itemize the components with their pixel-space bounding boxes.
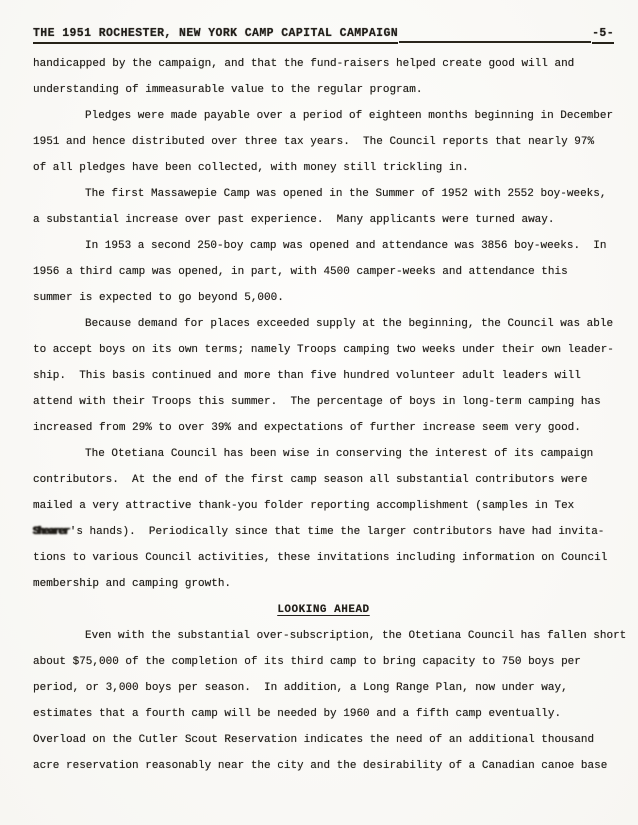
text-line: period, or 3,000 boys per season. In addition, a Long Range Plan, now under way,: [33, 682, 568, 694]
document-title: THE 1951 ROCHESTER, NEW YORK CAMP CAPITAL CAMPAIGN: [33, 27, 398, 44]
text-line: Pledges were made payable over a period of eighteen months beginning in December: [85, 110, 614, 122]
text-line: increased from 29% to over 39% and expectations of further increase seem very good.: [33, 422, 581, 434]
text-line: Shearer's hands). Periodically since that time the larger contributors have had invita-: [33, 526, 605, 538]
text-line: of all pledges have been collected, with money still trickling in.: [33, 162, 469, 174]
text-line: attend with their Troops this summer. The percentage of boys in long-term camping has: [33, 396, 601, 408]
text-line: contributors. At the end of the first camp season all substantial contributors were: [33, 474, 588, 486]
text-line: acre reservation reasonably near the city and the desirability of a Canadian canoe base: [33, 760, 608, 772]
text-line: Overload on the Cutler Scout Reservation indicates the need of an additional thousand: [33, 734, 595, 746]
text-line: ship. This basis continued and more than five hundred volunteer adult leaders will: [33, 370, 581, 382]
text-line: 1956 a third camp was opened, in part, with 4500 camper-weeks and attendance this: [33, 266, 568, 278]
text-line: summer is expected to go beyond 5,000.: [33, 292, 284, 304]
page-number: -5-: [592, 27, 614, 44]
text-line: understanding of immeasurable value to the regular program.: [33, 84, 423, 96]
text-line: handicapped by the campaign, and that the fund-raisers helped create good will and: [33, 58, 575, 70]
text-line: membership and camping growth.: [33, 578, 232, 590]
text-line: In 1953 a second 250-boy camp was opened and attendance was 3856 boy-weeks. In: [85, 240, 607, 252]
text-line: Because demand for places exceeded supply at the beginning, the Council was able: [85, 318, 614, 330]
overstruck-word: Shearer: [33, 526, 69, 538]
text-line: estimates that a fourth camp will be needed by 1960 and a fifth camp eventually.: [33, 708, 562, 720]
header-rule: [399, 41, 591, 43]
text-line: 1951 and hence distributed over three tax years. The Council reports that nearly 97%: [33, 136, 595, 148]
page-header: [33, 27, 614, 44]
text-line: to accept boys on its own terms; namely Troops camping two weeks under their own leader-: [33, 344, 614, 356]
text-line: mailed a very attractive thank-you folder reporting accomplishment (samples in Tex: [33, 500, 575, 512]
text-line: about $75,000 of the completion of its third camp to bring capacity to 750 boys per: [33, 656, 581, 668]
text-line: The Otetiana Council has been wise in conserving the interest of its campaign: [85, 448, 594, 460]
section-heading: LOOKING AHEAD: [277, 604, 370, 616]
text-line: a substantial increase over past experience. Many applicants were turned away.: [33, 214, 555, 226]
text-line: tions to various Council activities, these invitations including information on Council: [33, 552, 608, 564]
document-body: [33, 44, 627, 779]
text-line: Even with the substantial over-subscription, the Otetiana Council has fallen short: [85, 630, 627, 642]
text-line: The first Massawepie Camp was opened in the Summer of 1952 with 2552 boy-weeks,: [85, 188, 607, 200]
